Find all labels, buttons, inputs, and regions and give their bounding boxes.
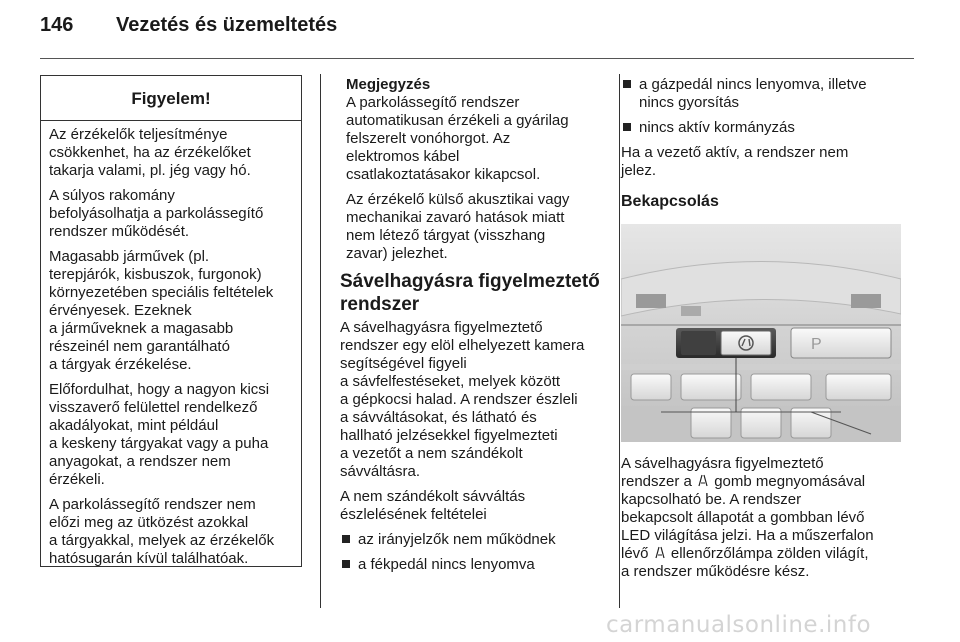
column-3 (621, 76, 903, 588)
note-text: A parkolássegítő rendszer automatikusan érzékeli a gyárilag felszerelt vonóhorgot. Az elektromos kábel csatlakoztatásakor kikapcsol. (346, 94, 569, 183)
bullet-square-icon (342, 535, 350, 543)
lane-departure-icon (655, 546, 665, 559)
activation-text-part: gomb megnyomásával kapcsolható be. A rendszer bekapcsolt állapotát a gombban lévő LED világítása jelzi. Ha a műszerfalon lévő (621, 473, 874, 562)
note-text: Az érzékelő külső akusztikai vagy mechanikai zavaró hatások miatt nem létező tárgyat (visszhang zavar) jelezhet. (346, 191, 570, 262)
page-number: 146 (40, 14, 74, 36)
list-item (340, 556, 602, 574)
dashboard-button-photo (621, 224, 901, 442)
bullet-square-icon (623, 80, 631, 88)
conditions-intro: A nem szándékolt sávváltás észlelésének feltételei (340, 488, 526, 523)
page-title: Vezetés és üzemeltetés (116, 14, 338, 36)
activation-title: Bekapcsolás (621, 193, 719, 210)
lane-departure-icon (698, 474, 708, 487)
activation-text-part: A sávelhagyásra figyelmeztető rendszer a (621, 455, 824, 490)
warning-paragraph: A súlyos rakomány befolyásolhatja a parkolássegítő rendszer működését. (49, 187, 264, 240)
list-item (621, 76, 903, 112)
warning-paragraph: Az érzékelők teljesítménye csökkenhet, ha az érzékelőket takarja valami, pl. jég vagy hó. (49, 126, 251, 179)
column-2 (340, 76, 602, 581)
bullet-square-icon (623, 123, 631, 131)
activation-text (621, 455, 903, 581)
photo-label: P (811, 336, 822, 353)
section-title: Sávelhagyásra figyelmeztető rendszer (340, 271, 600, 315)
watermark: carmanualsonline.info (606, 612, 872, 638)
list-item-text: az irányjelzők nem működnek (358, 531, 556, 548)
page-header (40, 14, 920, 48)
warning-paragraph: A parkolássegítő rendszer nem előzi meg az ütközést azokkal a tárgyakkal, melyek az érzékelők hatósugarán kívül találhatóak. (49, 496, 275, 567)
header-rule (40, 58, 914, 59)
column-divider-2 (619, 74, 620, 608)
list-item-text: nincs aktív kormányzás (639, 119, 795, 136)
list-item-text: a fékpedál nincs lenyomva (358, 556, 535, 573)
warning-body (41, 121, 301, 568)
note-title: Megjegyzés (346, 76, 431, 93)
warning-title: Figyelem! (41, 76, 301, 121)
section-intro: A sávelhagyásra figyelmeztető rendszer egy elöl elhelyezett kamera segítségével figyeli a sávfelfestéseket, melyek között a gépkocsi halad. A rendszer észleli a sávváltásokat, és látható és hallható jelzésekkel figyelmezteti a vezetőt a nem szándékolt sávváltásra. (340, 319, 585, 480)
list-item-text: a gázpedál nincs lenyomva, illetve nincs gyorsítás (639, 76, 867, 111)
list-item (340, 531, 602, 549)
column-divider-1 (320, 74, 321, 608)
activation-text-part: ellenőrzőlámpa zölden világít, a rendszer működésre kész. (621, 545, 869, 580)
warning-paragraph: Magasabb járművek (pl. terepjárók, kisbuszok, furgonok) környezetében speciális feltételek érvényesek. Ezeknek a járműveknek a magasabb részeinél nem garantálható a tárgyak érzékelése. (49, 248, 274, 373)
list-item (621, 119, 903, 137)
active-driver-text: Ha a vezető aktív, a rendszer nem jelez. (621, 144, 849, 179)
warning-box (40, 75, 302, 567)
warning-paragraph: Előfordulhat, hogy a nagyon kicsi visszaverő felülettel rendelkező akadályokat, mint például a keskeny tárgyakat vagy a puha anyagokat, a rendszer nem érzékeli. (49, 381, 270, 488)
bullet-square-icon (342, 560, 350, 568)
note-block (340, 76, 602, 263)
